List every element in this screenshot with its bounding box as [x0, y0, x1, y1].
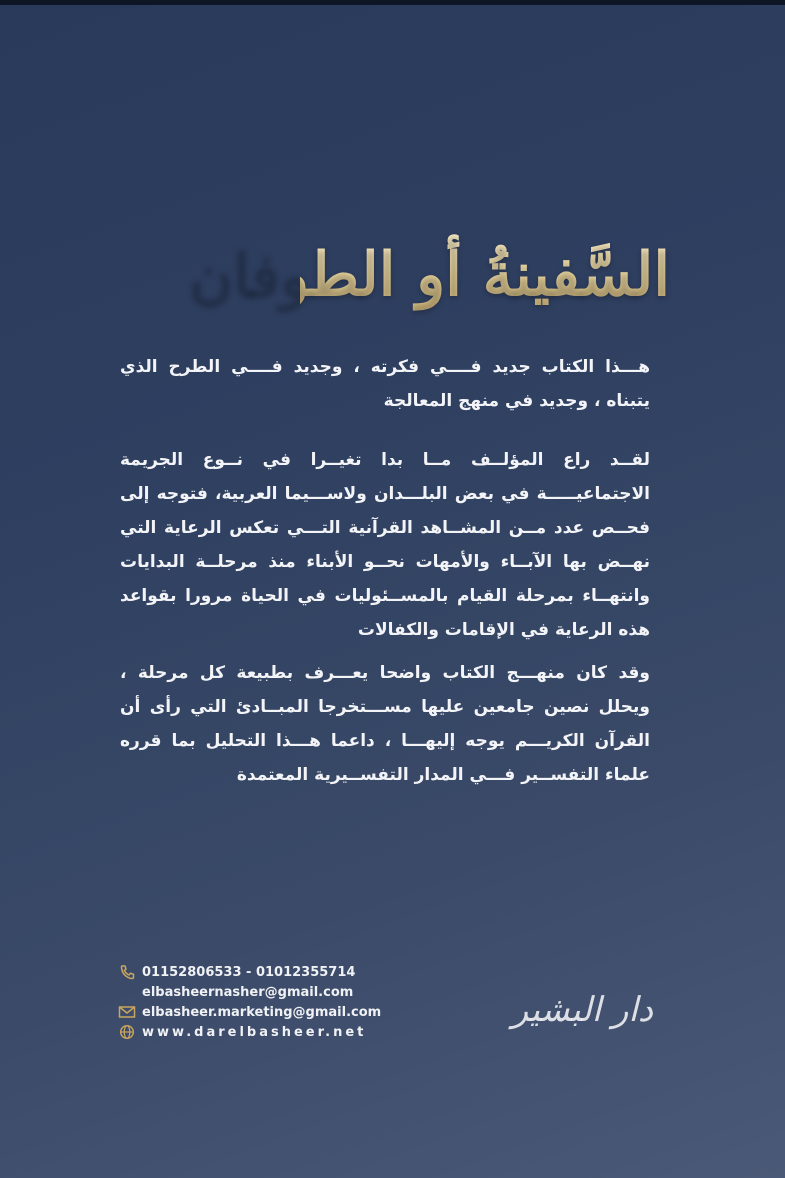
globe-icon [118, 1024, 136, 1040]
phone-icon [118, 964, 136, 980]
website-url: www.darelbasheer.net [142, 1024, 367, 1040]
publisher-logo: دار البشير [511, 990, 653, 1030]
top-edge-strip [0, 0, 785, 5]
contact-info [118, 962, 418, 1042]
email-address-2: elbasheer.marketing@gmail.com [142, 1004, 382, 1020]
phone-numbers: 01152806533 - 01012355714 [142, 964, 356, 980]
book-title: السَّفينةُ أو الطوفان [300, 225, 670, 325]
email-icon [118, 1004, 136, 1020]
description-paragraph-2: لقــد راع المؤلــف مــا بدا تغيــرا في نــوع الجريمة الاجتماعيـــــة في بعض البلـــدان ولاســـيما العربية، فتوجه إلى فحــص عدد مــن المشــاهد القرآنية التـــي تعكس الرعاية التي نهــض بها الآبــاء والأمهات نحــو الأبناء منذ مرحلــة البدايات وانتهــاء بمرحلة القيام بالمســئوليات في الحياة مرورا بقواعد هذه الرعاية في الإقامات والكفالات [120, 450, 650, 640]
contact-email-2 [118, 1002, 418, 1022]
contact-website [118, 1022, 418, 1042]
email-address-1: elbasheernasher@gmail.com [142, 984, 354, 1000]
contact-phones [118, 962, 418, 982]
description-paragraph-1: هـــذا الكتاب جديد فــــي فكرته ، وجديد فــــي الطرح الذي يتبناه ، وجديد في منهج المعالجة [120, 357, 650, 411]
contact-email-1 [118, 982, 418, 1002]
description-paragraph-3: وقد كان منهـــج الكتاب واضحا يعـــرف بطبيعة كل مرحلة ، ويحلل نصين جامعين عليها مســـتخرجا المبــادئ التي رأى أن القرآن الكريـــم يوجه إليهـــا ، داعما هـــذا التحليل بما قرره علماء التفســير فـــي المدار التفســيرية المعتمدة [120, 663, 650, 785]
